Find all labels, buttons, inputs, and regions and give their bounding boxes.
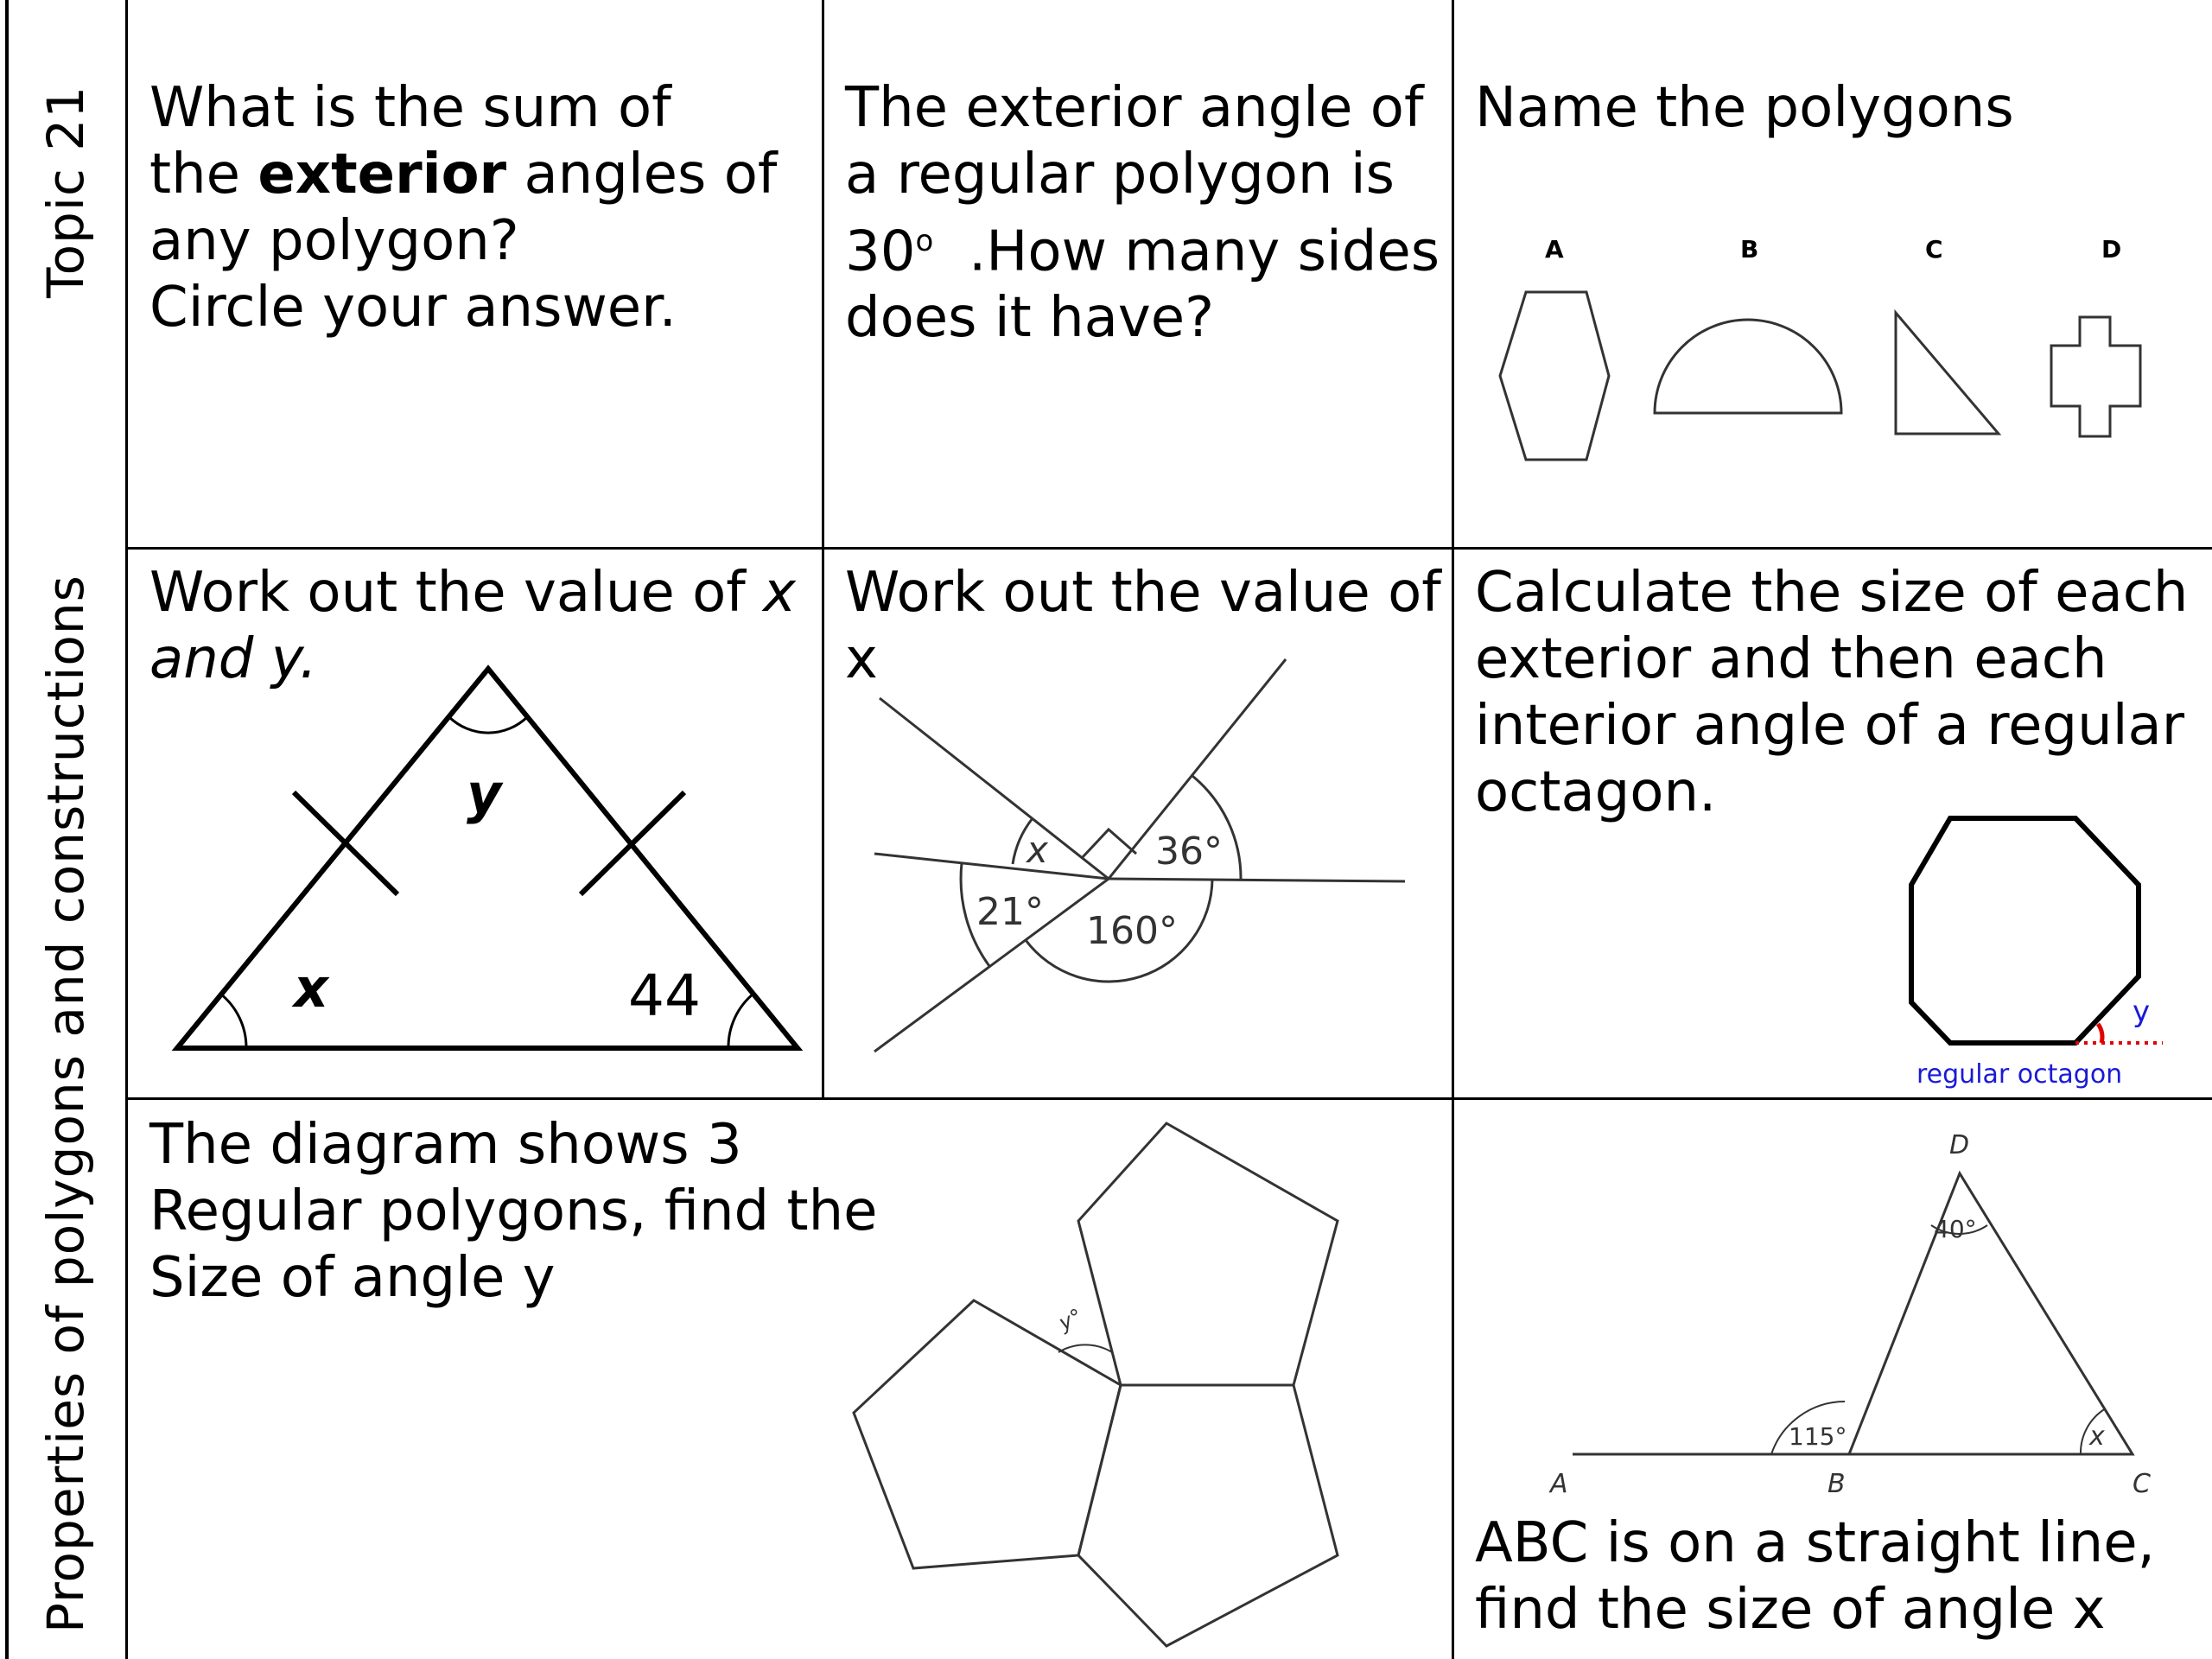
q1-line4: Circle your answer. [149, 276, 677, 340]
q6-line2: exterior and then each [1475, 627, 2107, 691]
q1-line2: the exterior angles of [149, 143, 778, 207]
q4-line1: Work out the value of x [149, 561, 796, 625]
q2-degree-mark: o [915, 224, 934, 258]
angle-label-44: 44 [628, 963, 701, 1029]
q6-line4: octagon. [1475, 760, 1717, 824]
octagon-caption: regular octagon [1916, 1059, 2123, 1090]
q8-line1: ABC is on a straight line, [1475, 1511, 2155, 1575]
angle-label-21: 21° [976, 890, 1044, 934]
q4-line2: and y. [149, 627, 317, 691]
q6-line3: interior angle of a regular [1475, 694, 2184, 758]
angle-label-x: x [294, 957, 328, 1020]
q4-var-x: x [763, 561, 796, 625]
vertex-label-c: C [2133, 1469, 2151, 1499]
vertex-label-a: A [1550, 1469, 1568, 1499]
angle-label-40: 40° [1934, 1215, 1977, 1243]
q7-line3: Size of angle y [149, 1246, 556, 1310]
q2-line3: 30$^o$ .How many sides [845, 219, 1440, 284]
q6-line1: Calculate the size of each [1475, 561, 2189, 625]
q2-line2: a regular polygon is [845, 143, 1395, 207]
polygon-label-d: D [2101, 235, 2122, 264]
topic-label: Topic 21 [36, 85, 95, 298]
q2-line4: does it have? [845, 286, 1215, 351]
q1-bold-word: exterior [257, 143, 507, 207]
angle-label-x: x [2089, 1421, 2105, 1452]
vertex-label-d: D [1949, 1130, 1970, 1160]
angle-label-y: y [467, 762, 502, 825]
vertex-label-b: B [1827, 1469, 1846, 1499]
angle-label-115: 115° [1789, 1422, 1847, 1451]
angle-label-x: x [1027, 829, 1048, 871]
q5-line2: x [845, 627, 878, 691]
q7-line1: The diagram shows 3 [149, 1113, 742, 1177]
triangle-bdc [1849, 1173, 2133, 1454]
exterior-angle-label: y [2133, 995, 2151, 1029]
q8-text [1475, 1510, 2155, 1643]
angle-label-160: 160° [1086, 909, 1178, 953]
polygon-label-c: C [1925, 235, 1943, 264]
q2-line1: The exterior angle of [845, 76, 1424, 140]
angle-label-y: y° [1055, 1304, 1086, 1336]
q8-line2: find the size of angle x [1475, 1578, 2106, 1642]
polygon-label-b: B [1740, 235, 1759, 264]
polygon-label-a: A [1545, 235, 1564, 264]
q3-title: Name the polygons [1475, 76, 2014, 140]
angle-label-36: 36° [1155, 830, 1223, 874]
q1-line1: What is the sum of [149, 76, 671, 140]
topic-title: Properties of polygons and constructions [36, 575, 95, 1633]
q5-line1: Work out the value of [845, 561, 1441, 625]
q1-line3: any polygon? [149, 209, 519, 273]
q7-line2: Regular polygons, find the [149, 1179, 878, 1243]
